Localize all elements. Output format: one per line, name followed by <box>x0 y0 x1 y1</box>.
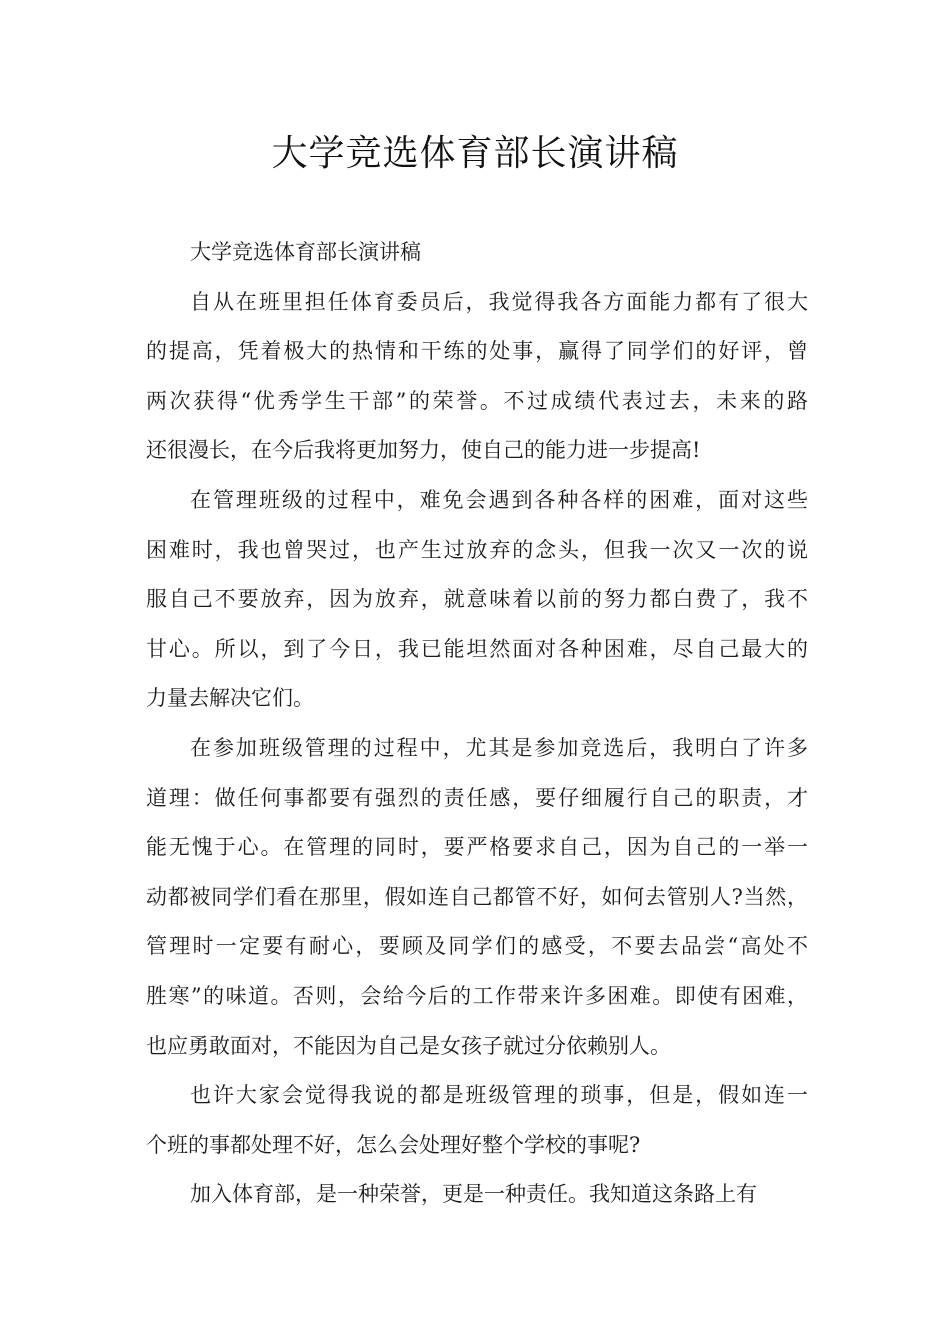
text-line: 动都被同学们看在那里，假如连自己都管不好，如何去管别人?当然， <box>146 884 809 909</box>
document-body <box>146 228 811 1220</box>
text-line: 服自己不要放弃，因为放弃，就意味着以前的努力都白费了，我不 <box>146 587 810 612</box>
text-line: 还很漫长，在今后我将更加努力，使自己的能力进一步提高! <box>146 438 701 463</box>
paragraph-1 <box>146 278 811 476</box>
text-line: 大学竞选体育部长演讲稿 <box>190 240 421 264</box>
text-line: 两次获得“优秀学生干部”的荣誉。不过成绩代表过去，未来的路 <box>146 388 811 413</box>
text-line: 困难时，我也曾哭过，也产生过放弃的念头，但我一次又一次的说 <box>146 537 810 562</box>
text-line: 在参加班级管理的过程中，尤其是参加竞选后，我明白了许多 <box>190 735 810 760</box>
text-line: 自从在班里担任体育委员后，我觉得我各方面能力都有了很大 <box>190 289 810 314</box>
text-line: 也许大家会觉得我说的都是班级管理的琐事，但是，假如连一 <box>190 1083 810 1108</box>
text-line: 力量去解决它们。 <box>146 686 314 711</box>
text-line: 道理：做任何事都要有强烈的责任感，要仔细履行自己的职责，才 <box>146 785 810 810</box>
text-line: 在管理班级的过程中，难免会遇到各种各样的困难，面对这些 <box>190 487 810 512</box>
paragraph-subtitle <box>146 228 808 278</box>
text-line: 管理时一定要有耐心，要顾及同学们的感受，不要去品尝“高处不 <box>146 934 811 959</box>
paragraph-2 <box>146 476 808 724</box>
paragraph-5 <box>146 1170 808 1220</box>
text-line: 甘心。所以，到了今日，我已能坦然面对各种困难，尽自己最大的 <box>146 636 810 661</box>
text-line: 的提高，凭着极大的热情和干练的处事，赢得了同学们的好评，曾 <box>146 339 810 364</box>
text-line: 也应勇敢面对，不能因为自己是女孩子就过分依赖别人。 <box>146 1033 671 1058</box>
text-line: 个班的事都处理不好，怎么会处理好整个学校的事呢? <box>146 1132 641 1157</box>
paragraph-4 <box>146 1071 808 1170</box>
text-line: 加入体育部，是一种荣誉，更是一种责任。我知道这条路上有 <box>190 1182 757 1207</box>
document-title: 大学竞选体育部长演讲稿 <box>271 133 679 174</box>
text-line: 胜寒”的味道。否则，会给今后的工作带来许多困难。即使有困难， <box>146 983 810 1008</box>
text-line: 能无愧于心。在管理的同时，要严格要求自己，因为自己的一举一 <box>146 835 810 860</box>
paragraph-3 <box>146 724 811 1071</box>
